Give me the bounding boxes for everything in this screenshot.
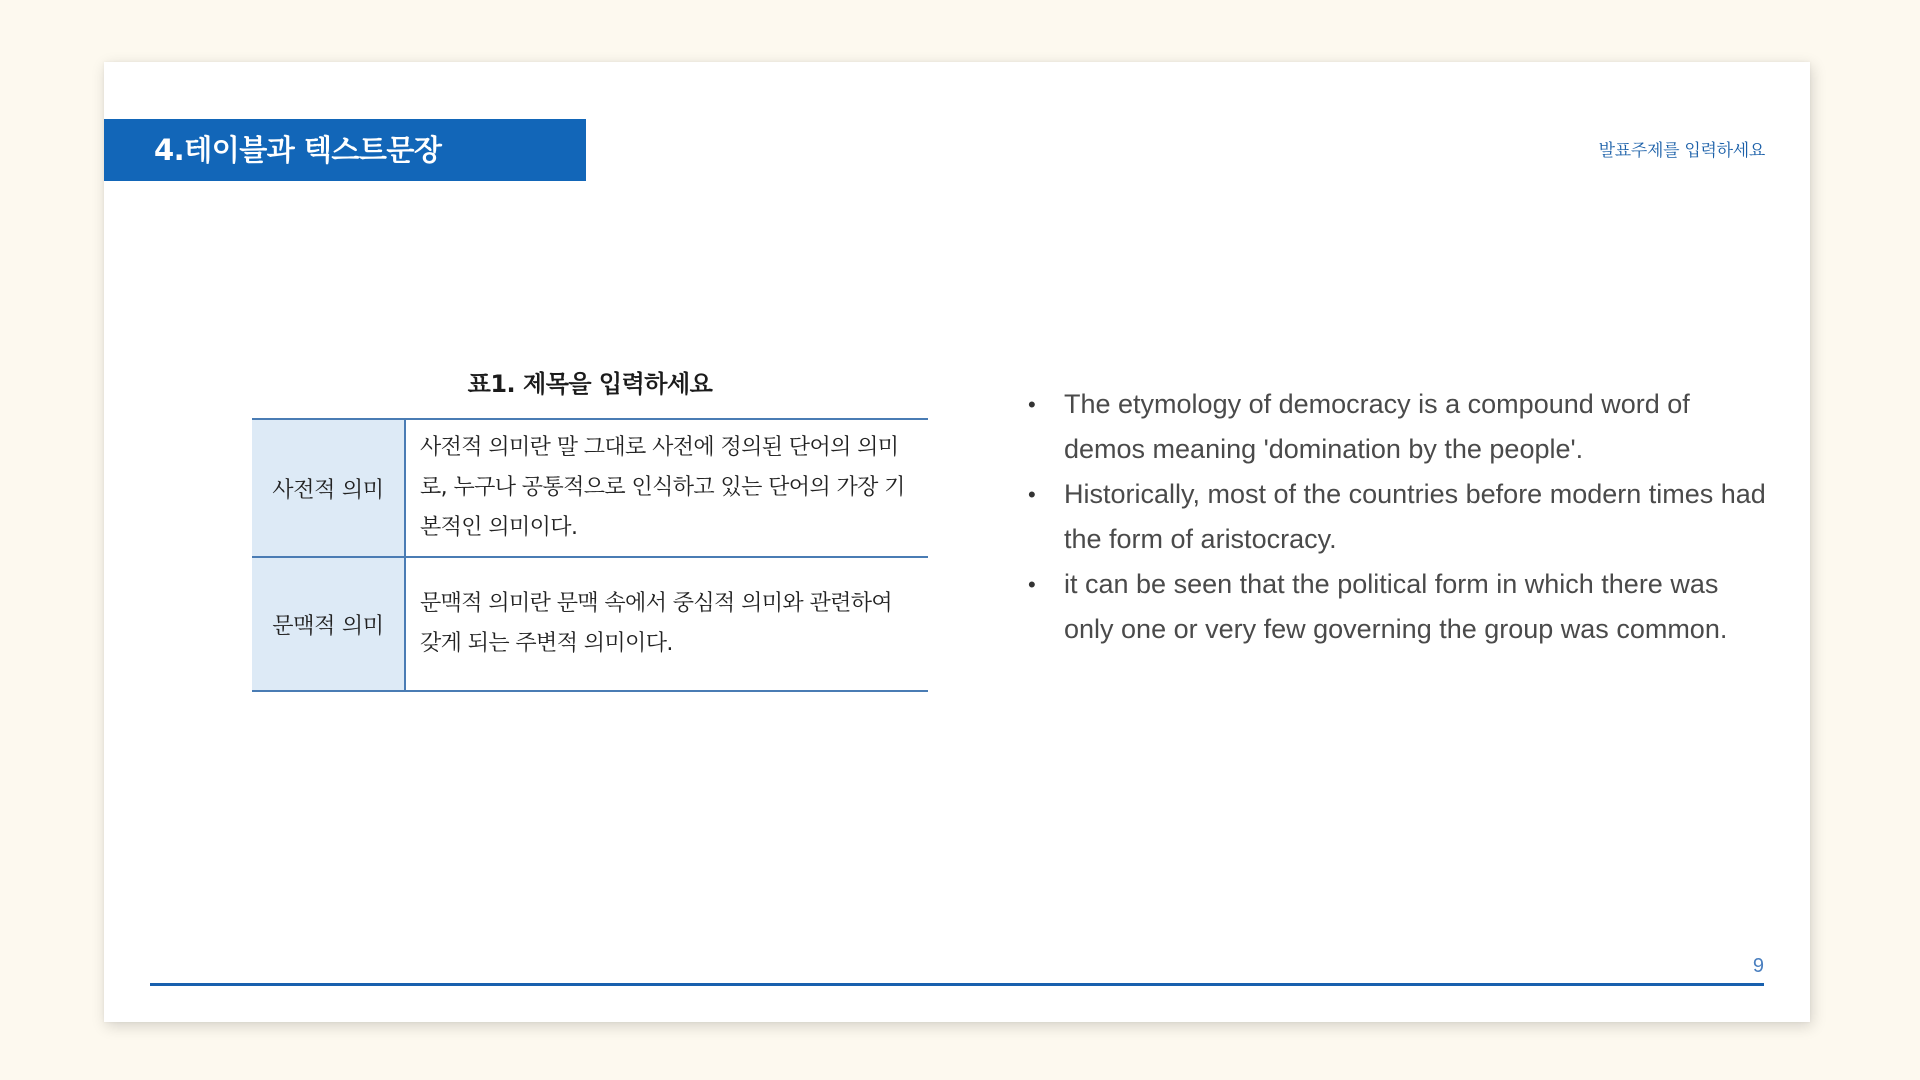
bullet-list: [1028, 382, 1768, 652]
section-title: 4.테이블과 텍스트문장: [104, 119, 586, 181]
table-row: [252, 557, 928, 691]
bullet-text: it can be seen that the political form in which there was only one or very few governing the group was common.: [1064, 569, 1728, 644]
table-term-cell: 문맥적 의미: [252, 557, 405, 691]
topic-placeholder: 발표주제를 입력하세요: [1598, 141, 1765, 161]
bullet-text: The etymology of democracy is a compound word of demos meaning 'domination by the people'.: [1064, 389, 1690, 464]
bullet-text: Historically, most of the countries before modern times had the form of aristocracy.: [1064, 479, 1766, 554]
definition-table: [252, 418, 928, 692]
bullet-item: [1028, 382, 1768, 472]
bullet-dot-icon: •: [1028, 572, 1036, 597]
table-row: [252, 419, 928, 557]
bullet-item: [1028, 562, 1768, 652]
table-definition-cell: 문맥적 의미란 문맥 속에서 중심적 의미와 관련하여 갖게 되는 주변적 의미이다.: [405, 557, 928, 691]
bullet-dot-icon: •: [1028, 482, 1036, 507]
table-term-cell: 사전적 의미: [252, 419, 405, 557]
table-definition-cell: 사전적 의미란 말 그대로 사전에 정의된 단어의 의미로, 누구나 공통적으로 인식하고 있는 단어의 가장 기본적인 의미이다.: [405, 419, 928, 557]
table-caption: 표1. 제목을 입력하세요: [467, 370, 713, 398]
bullet-item: [1028, 472, 1768, 562]
slide: [104, 62, 1810, 1022]
footer-divider: [150, 983, 1764, 986]
bullet-dot-icon: •: [1028, 392, 1036, 417]
page-number: 9: [1752, 955, 1764, 977]
